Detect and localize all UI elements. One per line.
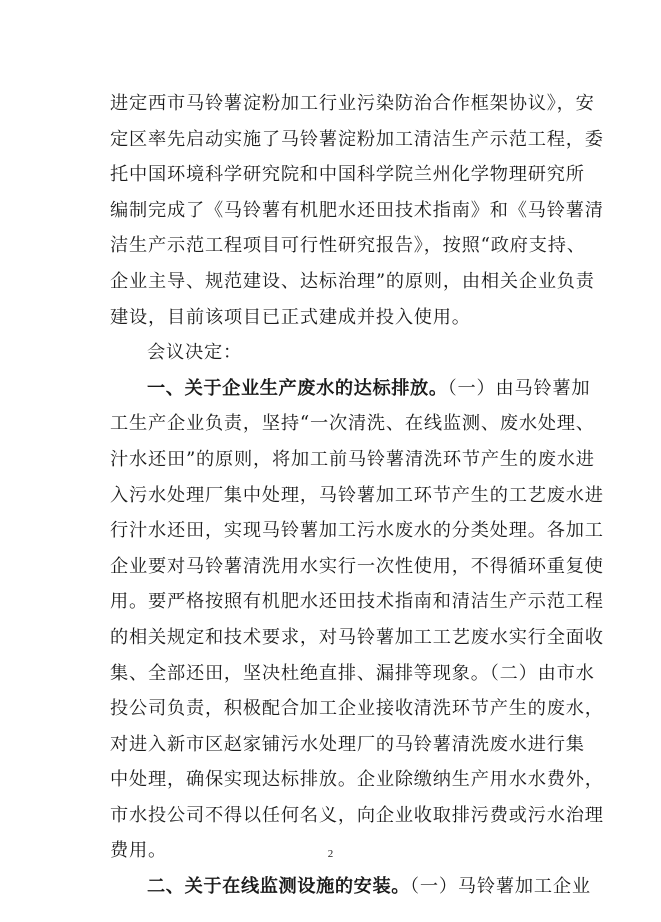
paragraph-line: 建设，目前该项目已正式建成并投入使用。 bbox=[110, 306, 471, 328]
paragraph-line: 托中国环境科学研究院和中国科学院兰州化学物理研究所 bbox=[110, 164, 585, 186]
paragraph-line: 进定西市马铃薯淀粉加工行业污染防治合作框架协议》，安 bbox=[110, 93, 595, 114]
paragraph-line: 企业主导、规范建设、达标治理”的原则，由相关企业负责 bbox=[110, 270, 595, 292]
paragraph-line: 的相关规定和技术要求，对马铃薯加工工艺废水实行全面收 bbox=[110, 626, 604, 648]
paragraph-line: 市水投公司不得以任何名义，向企业收取排污费或污水治理 bbox=[110, 804, 604, 826]
page-number: 2 bbox=[327, 848, 334, 860]
body-text bbox=[110, 86, 604, 905]
paragraph-line: 洁生产示范工程项目可行性研究报告》，按照“政府支持、 bbox=[110, 235, 586, 257]
paragraph-line: 行汁水还田，实现马铃薯加工污水废水的分类处理。各加工 bbox=[110, 520, 604, 542]
paragraph-line: 汁水还田”的原则，将加工前马铃薯清洗环节产生的废水进 bbox=[110, 448, 595, 470]
paragraph-line: 用。要严格按照有机肥水还田技术指南和清洁生产示范工程 bbox=[110, 591, 604, 613]
paragraph-line: 会议决定： bbox=[147, 342, 242, 364]
paragraph-line: 投公司负责，积极配合加工企业接收清洗环节产生的废水， bbox=[110, 698, 604, 720]
section-heading: 二、关于在线监测设施的安装。 bbox=[147, 876, 411, 898]
paragraph-line: 企业要对马铃薯清洗用水实行一次性使用，不得循环重复使 bbox=[110, 555, 604, 577]
paragraph-line: 定区率先启动实施了马铃薯淀粉加工清洁生产示范工程，委 bbox=[110, 128, 604, 150]
section-heading-line bbox=[110, 869, 591, 905]
paragraph-line: 编制完成了《马铃薯有机肥水还田技术指南》和《马铃薯清 bbox=[110, 199, 604, 221]
section-heading-line bbox=[110, 371, 591, 407]
paragraph-line: 对进入新市区赵家铺污水处理厂的马铃薯清洗废水进行集 bbox=[110, 733, 585, 755]
paragraph-line: 集、全部还田，坚决杜绝直排、漏排等现象。（二）由市水 bbox=[110, 662, 595, 684]
paragraph-line: 入污水处理厂集中处理，马铃薯加工环节产生的工艺废水进 bbox=[110, 484, 604, 506]
section-heading-continuation: （一）由马铃薯加 bbox=[447, 377, 591, 399]
section-heading-continuation: （一）马铃薯加工企业 bbox=[410, 876, 591, 898]
section-heading: 一、关于企业生产废水的达标排放。 bbox=[147, 377, 448, 399]
paragraph-line: 费用。 bbox=[110, 840, 167, 862]
paragraph-line: 中处理，确保实现达标排放。企业除缴纳生产用水水费外， bbox=[110, 769, 604, 791]
paragraph-line: 工生产企业负责，坚持“一次清洗、在线监测、废水处理、 bbox=[110, 413, 595, 435]
